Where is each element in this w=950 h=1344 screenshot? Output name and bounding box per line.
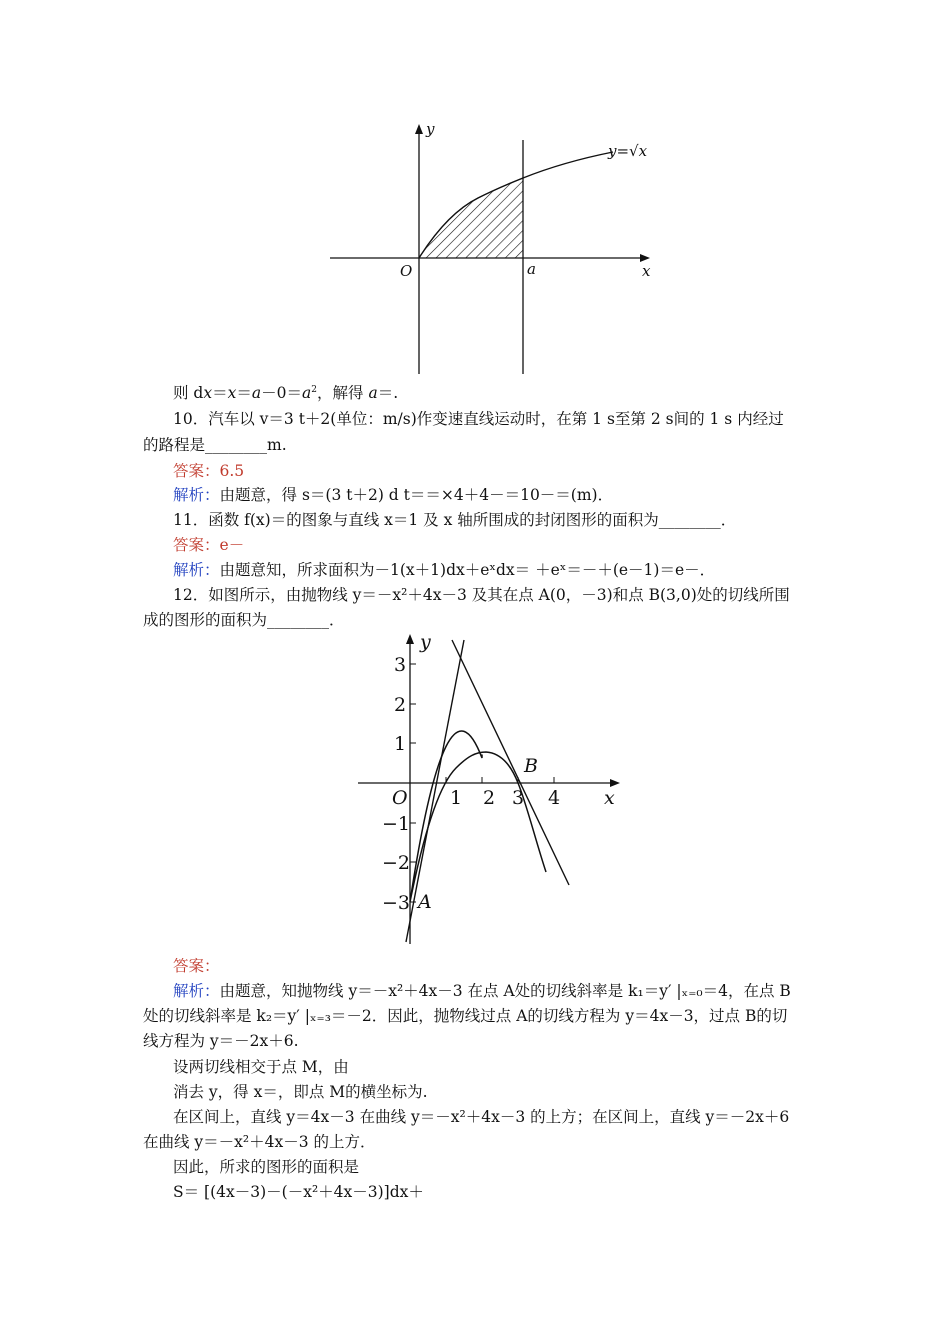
- analysis-12-line-7: 在曲线 y＝－x²＋4x－3 的上方．: [143, 1133, 376, 1151]
- curve-label: y=√x: [608, 142, 648, 160]
- answer-10: 答案：6.5: [173, 462, 245, 480]
- point-A-label: A: [418, 891, 432, 913]
- analysis-10: 解析：由题意，得 s＝(3 t＋2) d t＝＝×4＋4－＝10－＝(m)．: [173, 486, 614, 504]
- x-axis-arrow: [610, 779, 620, 787]
- figure-sqrt-area: [328, 118, 658, 378]
- analysis-12-line-6: 在区间上，直线 y＝4x－3 在曲线 y＝－x²＋4x－3 的上方；在区间上，直线 y＝－2x＋6: [173, 1108, 790, 1126]
- x-tick-label: 4: [548, 787, 561, 809]
- question-12-line-1: 12．如图所示，由抛物线 y＝－x²＋4x－3 及其在点 A(0，－3)和点 B(3,0)处的切线所围: [173, 586, 790, 604]
- text-line-2: 10．汽车以 v＝3 t＋2(单位：m/s)作变速直线运动时，在第 1 s至第 2 s间的 1 s 内经过: [173, 410, 784, 428]
- shaded-region: [419, 178, 523, 258]
- x-tick-label: 3: [512, 787, 525, 809]
- question-12-line-2: 成的图形的面积为________．: [143, 611, 345, 629]
- y-axis-label: y: [426, 120, 435, 138]
- x-axis-label: x: [604, 787, 615, 809]
- analysis-12-line-5: 消去 y，得 x＝，即点 M的横坐标为.: [173, 1083, 428, 1101]
- answer-11: 答案：e－: [173, 536, 245, 554]
- x-axis-arrow: [640, 254, 650, 262]
- y-tick-label: −3: [382, 892, 411, 914]
- question-11: 11．函数 f(x)＝的图象与直线 x＝1 及 x 轴所围成的封闭图形的面积为________．: [173, 511, 737, 529]
- analysis-12-line-2: 处的切线斜率是 k₂＝y′ |ₓ₌₃＝－2．因此，抛物线过点 A的切线方程为 y＝4x－3，过点 B的切: [143, 1007, 788, 1025]
- x-axis-label: x: [642, 262, 651, 280]
- y-axis-arrow: [415, 124, 423, 134]
- y-tick-label: −1: [382, 813, 411, 835]
- point-B-label: B: [524, 755, 538, 777]
- y-tick-label: 3: [394, 654, 407, 676]
- analysis-11: 解析：由题意知，所求面积为－1(x＋1)dx＋eˣdx＝ ＋eˣ＝－＋(e－1)＝e－．: [173, 561, 716, 579]
- analysis-12-line-1: 解析：由题意，知抛物线 y＝－x²＋4x－3 在点 A处的切线斜率是 k₁＝y′ |ₓ₌₀＝4，在点 B: [173, 982, 791, 1000]
- origin-label: O: [400, 262, 413, 280]
- tangent-line-B: [452, 640, 569, 885]
- text-line-3: 的路程是________m.: [143, 436, 287, 454]
- analysis-12-line-8: 因此，所求的图形的面积是: [173, 1158, 360, 1176]
- x-tick-label: 2: [483, 787, 496, 809]
- origin-label: O: [392, 787, 408, 809]
- text-line-1: 则 $dx=x=a-0=a^2$，解得 a＝.: [173, 384, 399, 402]
- y-axis-label: y: [420, 632, 431, 653]
- analysis-12-line-3: 线方程为 y＝－2x＋6.: [143, 1032, 299, 1050]
- figure-parabola-tangents: [356, 632, 624, 948]
- y-tick-label: 1: [394, 733, 407, 755]
- answer-12: 答案：: [173, 957, 220, 975]
- x-tick-label: 1: [450, 787, 463, 809]
- y-axis-arrow: [406, 634, 414, 644]
- y-tick-label: −2: [382, 852, 411, 874]
- point-a-label: a: [527, 260, 536, 278]
- y-tick-label: 2: [394, 694, 407, 716]
- analysis-12-line-4: 设两切线相交于点 M，由: [173, 1058, 349, 1076]
- analysis-12-line-9: S＝ [(4x－3)－(－x²＋4x－3)]dx＋: [173, 1183, 424, 1201]
